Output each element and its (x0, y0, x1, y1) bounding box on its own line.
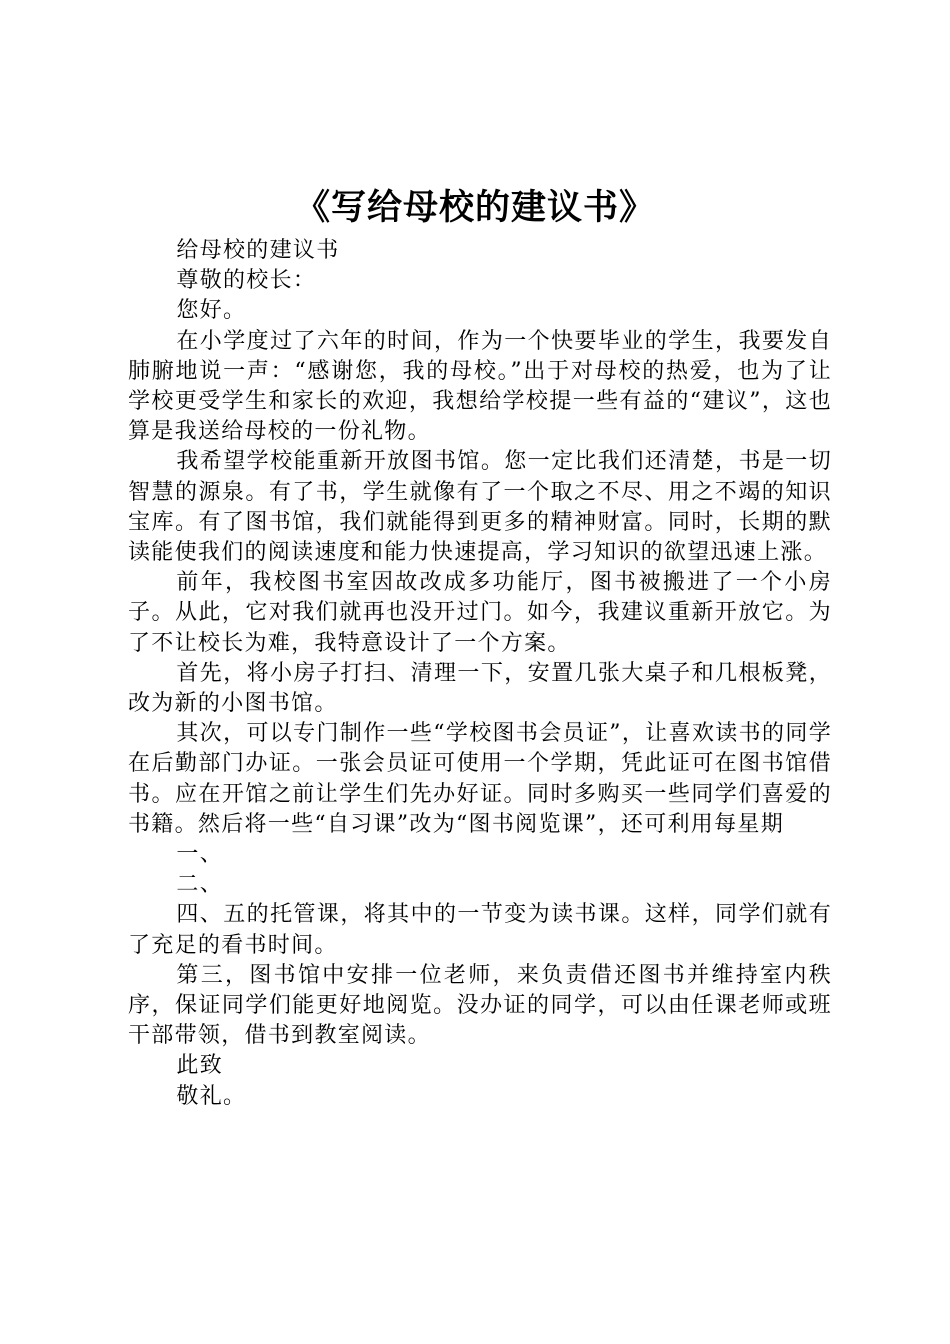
paragraph-reading-class: 四、五的托管课，将其中的一节变为读书课。这样，同学们就有了充足的看书时间。 (128, 902, 832, 958)
document-heading-line: 给母校的建议书 (176, 238, 340, 263)
salutation: 尊敬的校长： (176, 268, 317, 294)
list-marker-two: 二、 (176, 872, 223, 898)
paragraph-background: 前年，我校图书室因故改成多功能厅，图书被搬进了一个小房子。从此，它对我们就再也没开过门。如今，我建议重新开放它。为了不让校长为难，我特意设计了一个方案。 (128, 570, 832, 656)
paragraph-step-third: 第三，图书馆中安排一位老师，来负责借还图书并维持室内秩序，保证同学们能更好地阅览。没办证的同学，可以由任课老师或班干部带领，借书到教室阅读。 (128, 962, 832, 1049)
paragraph-step-first: 首先，将小房子打扫、清理一下，安置几张大桌子和几根板凳，改为新的小图书馆。 (128, 660, 832, 717)
paragraph-library-proposal: 我希望学校能重新开放图书馆。您一定比我们还清楚，书是一切智慧的源泉。有了书，学生就像有了一个取之不尽、用之不竭的知识宝库。有了图书馆，我们就能得到更多的精神财富。同时，长期的默读能使我们的阅读速度和能力快速提高，学习知识的欲望迅速上涨。 (128, 449, 832, 566)
document-title: 《写给母校的建议书》 (294, 187, 655, 228)
list-marker-one: 一、 (176, 842, 223, 868)
closing-salute: 敬礼。 (176, 1083, 247, 1109)
greeting: 您好。 (176, 298, 247, 324)
document-body (128, 236, 832, 1112)
closing-line: 此致 (176, 1053, 223, 1079)
paragraph-step-second: 其次，可以专门制作一些“学校图书会员证”，让喜欢读书的同学在后勤部门办证。一张会员证可使用一个学期，凭此证可在图书馆借书。应在开馆之前让学生们先办好证。同时多购买一些同学们喜爱的书籍。然后将一些“自习课”改为“图书阅览课”，还可利用每星期 (128, 721, 832, 837)
paragraph-intro: 在小学度过了六年的时间，作为一个快要毕业的学生，我要发自肺腑地说一声：“感谢您，我的母校。”出于对母校的热爱，也为了让学校更受学生和家长的欢迎，我想给学校提一些有益的“建议”，这也算是我送给母校的一份礼物。 (128, 328, 832, 445)
